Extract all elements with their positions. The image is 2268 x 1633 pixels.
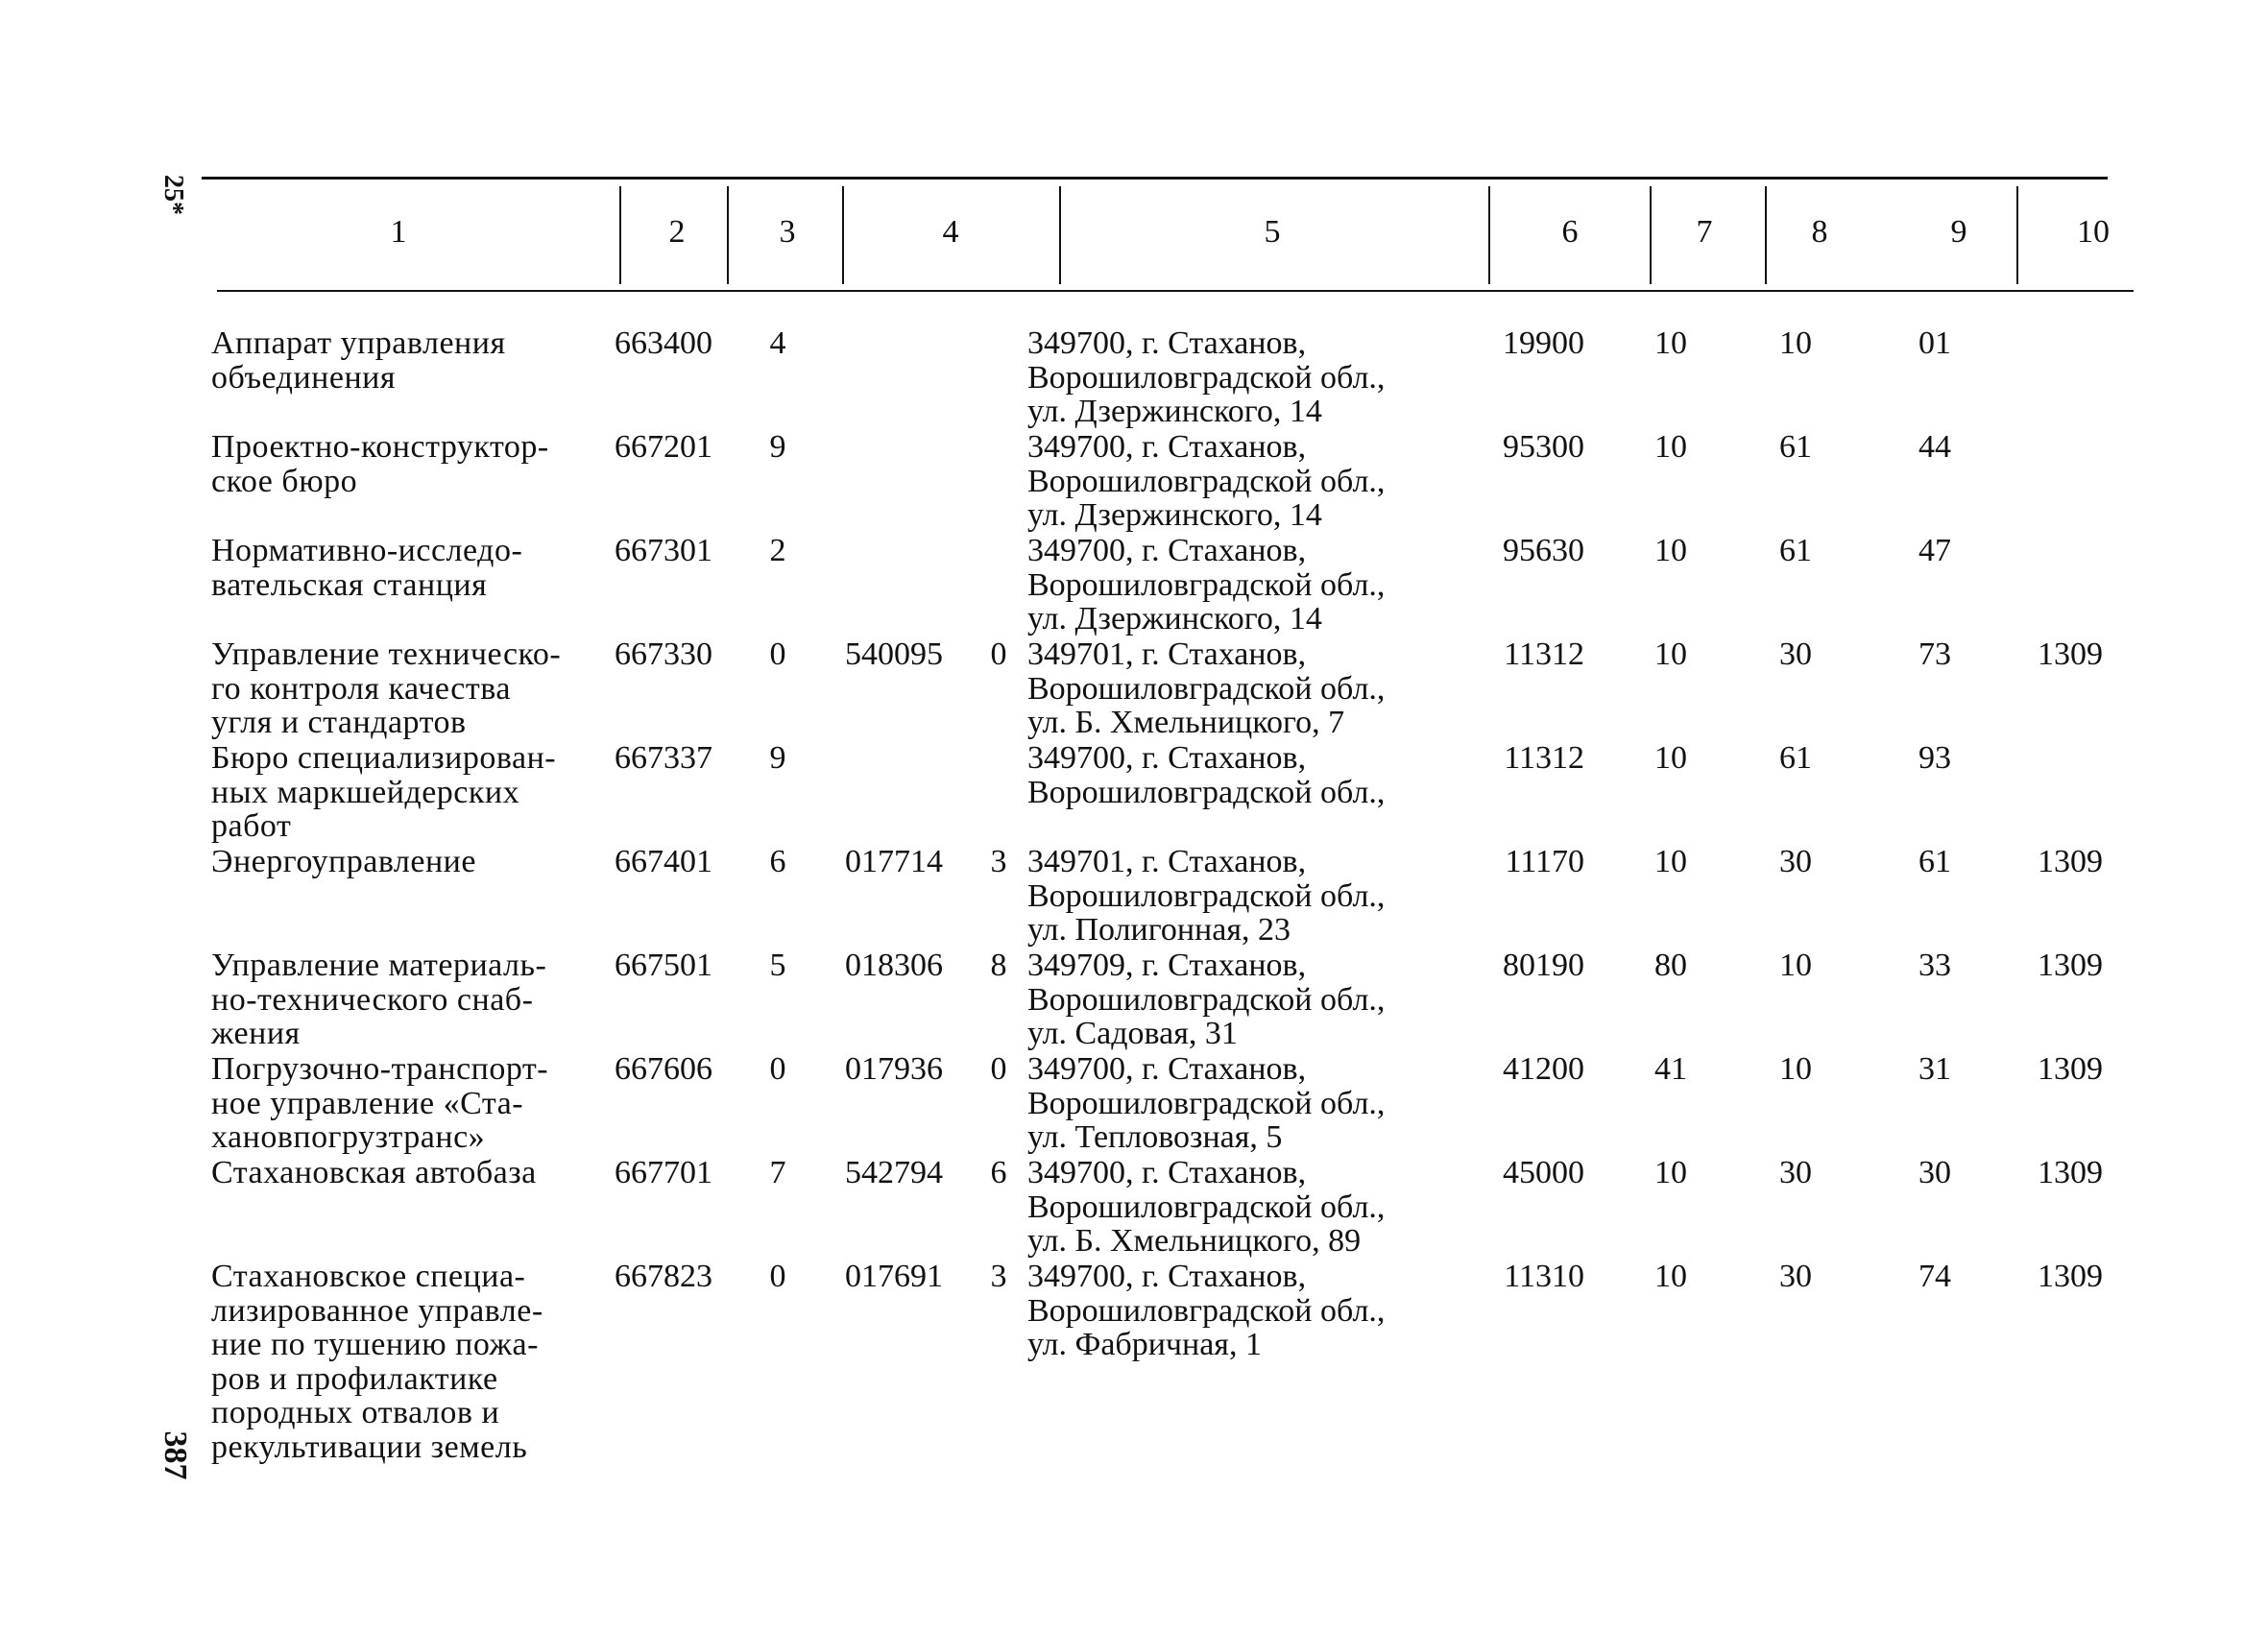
column-header-5: 5 xyxy=(1264,214,1281,250)
address-line: Ворошиловградской обл., xyxy=(1027,1189,1386,1225)
column-9-value: 31 xyxy=(1918,1051,1951,1087)
check-digit: 4 xyxy=(769,325,786,361)
enterprise-code: 667301 xyxy=(615,533,712,568)
column-6-value: 95630 xyxy=(1503,533,1584,568)
organization-name-line: лизированное управле- xyxy=(211,1292,543,1329)
address-line: Ворошиловградской обл., xyxy=(1027,774,1386,810)
organization-name xyxy=(211,1260,595,1464)
column-7-value: 10 xyxy=(1654,1259,1687,1294)
address-line: 349700, г. Стаханов, xyxy=(1027,533,1307,568)
column-9-value: 44 xyxy=(1918,429,1951,465)
organization-name-line: го контроля качества xyxy=(211,670,511,707)
column-8-value: 30 xyxy=(1779,1259,1812,1294)
secondary-code: 018306 xyxy=(845,948,943,983)
organization-name-line: работ xyxy=(211,808,292,844)
organization-name-line: жения xyxy=(211,1016,301,1051)
organization-name-line: рекультивации земель xyxy=(211,1429,528,1465)
address-line: Ворошиловградской обл., xyxy=(1027,1085,1386,1121)
address xyxy=(1027,1052,1469,1155)
address-line: ул. Дзержинского, 14 xyxy=(1027,497,1322,533)
address-line: ул. Дзержинского, 14 xyxy=(1027,601,1322,636)
column-header-7: 7 xyxy=(1696,214,1713,250)
column-9-value: 47 xyxy=(1918,533,1951,568)
column-header-10: 10 xyxy=(2077,214,2110,250)
column-10-value: 1309 xyxy=(2038,1155,2103,1190)
check-digit: 0 xyxy=(769,636,786,672)
column-8-value: 61 xyxy=(1779,429,1812,465)
organization-name-line: Погрузочно-транспорт- xyxy=(211,1051,549,1087)
address-line: ул. Садовая, 31 xyxy=(1027,1016,1238,1051)
header-divider xyxy=(2016,186,2018,284)
secondary-check-digit: 3 xyxy=(990,844,1007,879)
address-line: Ворошиловградской обл., xyxy=(1027,1292,1386,1329)
enterprise-code: 667337 xyxy=(615,740,712,776)
table-top-rule xyxy=(202,177,2108,180)
secondary-check-digit: 8 xyxy=(990,948,1007,983)
address-line: Ворошиловградской обл., xyxy=(1027,981,1386,1018)
address-line: 349700, г. Стаханов, xyxy=(1027,429,1307,465)
organization-name xyxy=(211,949,595,1051)
address-line: Ворошиловградской обл., xyxy=(1027,359,1386,396)
organization-name-line: Стахановское специа- xyxy=(211,1259,526,1294)
column-9-value: 93 xyxy=(1918,740,1951,776)
corner-mark: 25* xyxy=(158,175,188,215)
column-8-value: 10 xyxy=(1779,325,1812,361)
address xyxy=(1027,741,1469,809)
column-8-value: 10 xyxy=(1779,948,1812,983)
column-6-value: 11170 xyxy=(1505,844,1584,879)
enterprise-code: 667501 xyxy=(615,948,712,983)
column-6-value: 11312 xyxy=(1504,740,1584,776)
organization-name-line: Проектно-конструктор- xyxy=(211,429,549,465)
column-6-value: 41200 xyxy=(1503,1051,1584,1087)
column-10-value: 1309 xyxy=(2038,1051,2103,1087)
organization-name-line: Бюро специализирован- xyxy=(211,740,557,776)
address xyxy=(1027,845,1469,948)
secondary-check-digit: 0 xyxy=(990,1051,1007,1087)
address xyxy=(1027,1260,1469,1362)
organization-name-line: хановпогрузтранс» xyxy=(211,1119,486,1155)
check-digit: 9 xyxy=(769,740,786,776)
organization-name-line: Аппарат управления xyxy=(211,325,506,361)
organization-name xyxy=(211,326,595,395)
address-line: 349709, г. Стаханов, xyxy=(1027,948,1307,983)
address xyxy=(1027,326,1469,429)
address-line: 349701, г. Стаханов, xyxy=(1027,844,1307,879)
column-7-value: 41 xyxy=(1654,1051,1687,1087)
header-divider xyxy=(842,186,844,284)
column-8-value: 30 xyxy=(1779,636,1812,672)
organization-name-line: но-технического снаб- xyxy=(211,981,534,1018)
header-divider xyxy=(1059,186,1061,284)
column-6-value: 95300 xyxy=(1503,429,1584,465)
address-line: Ворошиловградской обл., xyxy=(1027,670,1386,707)
column-10-value: 1309 xyxy=(2038,948,2103,983)
check-digit: 7 xyxy=(769,1155,786,1190)
address xyxy=(1027,637,1469,740)
address-line: ул. Дзержинского, 14 xyxy=(1027,394,1322,429)
column-7-value: 10 xyxy=(1654,429,1687,465)
address xyxy=(1027,949,1469,1051)
column-header-3: 3 xyxy=(779,214,796,250)
organization-name-line: ров и профилактике xyxy=(211,1360,498,1397)
column-8-value: 61 xyxy=(1779,740,1812,776)
organization-name xyxy=(211,534,595,602)
organization-name xyxy=(211,845,595,879)
address-line: ул. Б. Хмельницкого, 7 xyxy=(1027,705,1345,740)
column-6-value: 80190 xyxy=(1503,948,1584,983)
enterprise-code: 667823 xyxy=(615,1259,712,1294)
header-divider xyxy=(1765,186,1767,284)
column-7-value: 80 xyxy=(1654,948,1687,983)
secondary-check-digit: 6 xyxy=(990,1155,1007,1190)
check-digit: 9 xyxy=(769,429,786,465)
address-line: 349700, г. Стаханов, xyxy=(1027,325,1307,361)
organization-name xyxy=(211,1156,595,1190)
column-header-6: 6 xyxy=(1561,214,1579,250)
organization-name-line: Управление материаль- xyxy=(211,948,547,983)
column-6-value: 11310 xyxy=(1504,1259,1584,1294)
address-line: 349701, г. Стаханов, xyxy=(1027,636,1307,672)
enterprise-code: 667330 xyxy=(615,636,712,672)
check-digit: 0 xyxy=(769,1259,786,1294)
organization-name-line: ных маркшейдерских xyxy=(211,774,520,810)
secondary-code: 540095 xyxy=(845,636,943,672)
column-header-2: 2 xyxy=(668,214,686,250)
column-8-value: 30 xyxy=(1779,844,1812,879)
column-9-value: 01 xyxy=(1918,325,1951,361)
organization-name-line: вательская станция xyxy=(211,566,488,603)
enterprise-code: 663400 xyxy=(615,325,712,361)
organization-name-line: угля и стандартов xyxy=(211,705,467,740)
check-digit: 0 xyxy=(769,1051,786,1087)
column-9-value: 30 xyxy=(1918,1155,1951,1190)
header-divider xyxy=(619,186,621,284)
enterprise-code: 667701 xyxy=(615,1155,712,1190)
column-7-value: 10 xyxy=(1654,325,1687,361)
organization-name-line: Нормативно-исследо- xyxy=(211,533,523,568)
header-divider xyxy=(727,186,729,284)
column-9-value: 61 xyxy=(1918,844,1951,879)
column-10-value: 1309 xyxy=(2038,636,2103,672)
column-7-value: 10 xyxy=(1654,740,1687,776)
column-header-1: 1 xyxy=(390,214,407,250)
organization-name-line: ское бюро xyxy=(211,463,358,499)
column-7-value: 10 xyxy=(1654,636,1687,672)
secondary-code: 542794 xyxy=(845,1155,943,1190)
enterprise-code: 667401 xyxy=(615,844,712,879)
address-line: ул. Б. Хмельницкого, 89 xyxy=(1027,1223,1362,1259)
column-8-value: 10 xyxy=(1779,1051,1812,1087)
column-9-value: 74 xyxy=(1918,1259,1951,1294)
column-header-8: 8 xyxy=(1811,214,1828,250)
secondary-code: 017691 xyxy=(845,1259,943,1294)
check-digit: 5 xyxy=(769,948,786,983)
address-line: Ворошиловградской обл., xyxy=(1027,877,1386,914)
address-line: Ворошиловградской обл., xyxy=(1027,463,1386,499)
address-line: Ворошиловградской обл., xyxy=(1027,566,1386,603)
check-digit: 2 xyxy=(769,533,786,568)
column-10-value: 1309 xyxy=(2038,844,2103,879)
header-divider xyxy=(1488,186,1490,284)
column-9-value: 73 xyxy=(1918,636,1951,672)
column-10-value: 1309 xyxy=(2038,1259,2103,1294)
address-line: ул. Полигонная, 23 xyxy=(1027,912,1291,948)
column-6-value: 45000 xyxy=(1503,1155,1584,1190)
column-7-value: 10 xyxy=(1654,533,1687,568)
column-7-value: 10 xyxy=(1654,1155,1687,1190)
address xyxy=(1027,430,1469,533)
column-header-4: 4 xyxy=(942,214,959,250)
secondary-code: 017936 xyxy=(845,1051,943,1087)
column-header-9: 9 xyxy=(1950,214,1967,250)
secondary-check-digit: 0 xyxy=(990,636,1007,672)
organization-name-line: Стахановская автобаза xyxy=(211,1155,537,1190)
organization-name-line: породных отвалов и xyxy=(211,1395,500,1430)
organization-name-line: ное управление «Ста- xyxy=(211,1085,524,1121)
address-line: ул. Тепловозная, 5 xyxy=(1027,1119,1283,1155)
column-9-value: 33 xyxy=(1918,948,1951,983)
organization-name-line: ние по тушению пожа- xyxy=(211,1327,539,1362)
enterprise-code: 667201 xyxy=(615,429,712,465)
address-line: ул. Фабричная, 1 xyxy=(1027,1327,1262,1362)
enterprise-code: 667606 xyxy=(615,1051,712,1087)
page-number: 387 xyxy=(157,1430,193,1480)
address-line: 349700, г. Стаханов, xyxy=(1027,1051,1307,1087)
header-divider xyxy=(1650,186,1652,284)
organization-name xyxy=(211,430,595,498)
organization-name-line: Энергоуправление xyxy=(211,844,476,879)
address-line: 349700, г. Стаханов, xyxy=(1027,740,1307,776)
secondary-code: 017714 xyxy=(845,844,943,879)
organization-name xyxy=(211,1052,595,1155)
secondary-check-digit: 3 xyxy=(990,1259,1007,1294)
column-7-value: 10 xyxy=(1654,844,1687,879)
check-digit: 6 xyxy=(769,844,786,879)
organization-name xyxy=(211,637,595,740)
column-6-value: 19900 xyxy=(1503,325,1584,361)
address xyxy=(1027,534,1469,636)
organization-name-line: Управление техническо- xyxy=(211,636,562,672)
column-8-value: 61 xyxy=(1779,533,1812,568)
address-line: 349700, г. Стаханов, xyxy=(1027,1259,1307,1294)
organization-name-line: объединения xyxy=(211,359,396,396)
address-line: 349700, г. Стаханов, xyxy=(1027,1155,1307,1190)
address xyxy=(1027,1156,1469,1259)
column-8-value: 30 xyxy=(1779,1155,1812,1190)
organization-name xyxy=(211,741,595,844)
header-bottom-rule xyxy=(217,290,2134,292)
column-6-value: 11312 xyxy=(1504,636,1584,672)
